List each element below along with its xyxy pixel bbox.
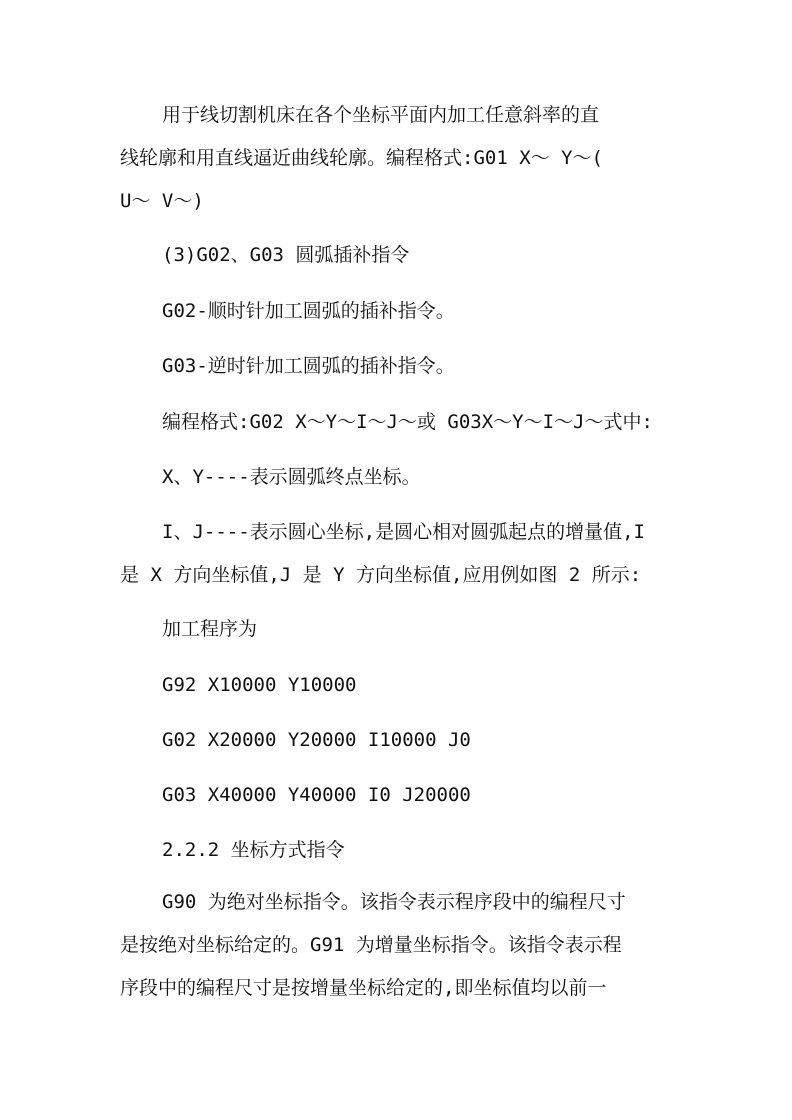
text-line: U～ V～) (120, 190, 204, 212)
text-line: G02-顺时针加工圆弧的插补指令。 (162, 300, 455, 322)
text-line: G90 为绝对坐标指令。该指令表示程序段中的编程尺寸 (162, 891, 626, 913)
text-line: 是 X 方向坐标值,J 是 Y 方向坐标值,应用例如图 2 所示: (120, 564, 642, 586)
text-line: 序段中的编程尺寸是按增量坐标给定的,即坐标值均以前一 (120, 977, 607, 999)
text-line: 加工程序为 (162, 618, 258, 640)
text-line: X、Y----表示圆弧终点坐标。 (162, 466, 421, 488)
text-line: G03-逆时针加工圆弧的插补指令。 (162, 355, 455, 377)
section-heading: (3)G02、G03 圆弧插补指令 (162, 244, 410, 266)
text-line: 编程格式:G02 X～Y～I～J～或 G03X～Y～I～J～式中: (162, 411, 653, 433)
text-line: 用于线切割机床在各个坐标平面内加工任意斜率的直 (162, 104, 600, 126)
section-heading: 2.2.2 坐标方式指令 (162, 839, 345, 861)
text-line: I、J----表示圆心坐标,是圆心相对圆弧起点的增量值,I (162, 521, 645, 543)
code-line: G92 X10000 Y10000 (162, 674, 357, 696)
code-line: G03 X40000 Y40000 I0 J20000 (162, 784, 471, 806)
text-line: 是按绝对坐标给定的。G91 为增量坐标指令。该指令表示程 (120, 934, 622, 956)
text-line: 线轮廓和用直线逼近曲线轮廓。编程格式:G01 X～ Y～( (120, 147, 603, 169)
code-line: G02 X20000 Y20000 I10000 J0 (162, 729, 471, 751)
